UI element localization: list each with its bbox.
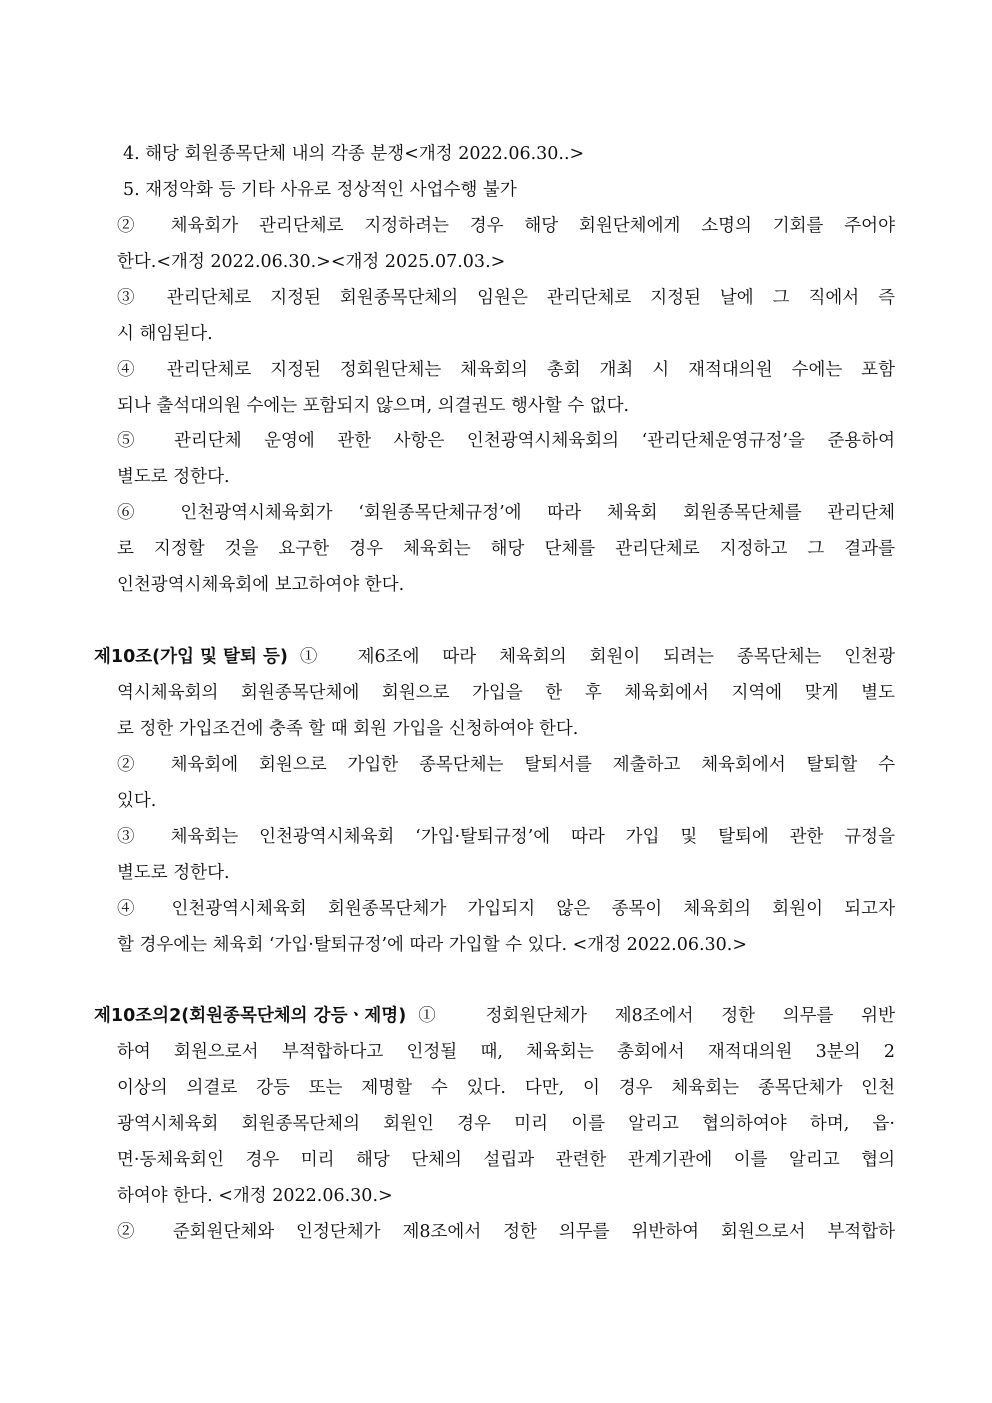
para-6-line-2: 로 지정할 것을 요구한 경우 체육회는 해당 단체를 관리단체로 지정하고 그 결과를	[117, 539, 895, 559]
article-10-first-line	[94, 645, 895, 669]
article-10-2-p2-line-1: ② 준회원단체와 인정단체가 제8조에서 정한 의무를 위반하여 회원으로서 부적합하	[117, 1222, 895, 1242]
para-2-line-1: ② 체육회가 관리단체로 지정하려는 경우 해당 회원단체에게 소명의 기회를 주어야	[117, 216, 895, 236]
para-4-line-2: 되나 출석대의원 수에는 포함되지 않으며, 의결권도 행사할 수 없다.	[117, 396, 630, 416]
article-10-2-p1-line-6: 하여야 한다. <개정 2022.06.30.>	[117, 1186, 393, 1206]
article-10-p4-line-2: 할 경우에는 체육회 ‘가입·탈퇴규정’에 따라 가입할 수 있다. <개정 2022.06.30.>	[117, 935, 748, 955]
article-10-p1-line-1: ① 제6조에 따라 체육회의 회원이 되려는 종목단체는 인천광	[299, 647, 895, 667]
article-10-heading: 제10조(가입 및 탈퇴 등)	[94, 647, 288, 667]
article-10-p1-line-3: 로 정한 가입조건에 충족 할 때 회원 가입을 신청하여야 한다.	[117, 719, 579, 739]
para-3-line-2: 시 해임된다.	[117, 324, 213, 344]
item-4: 4. 해당 회원종목단체 내의 각종 분쟁<개정 2022.06.30..>	[123, 144, 585, 164]
article-10-p2-line-2: 있다.	[117, 791, 157, 811]
para-5-line-1: ⑤ 관리단체 운영에 관한 사항은 인천광역시체육회의 ‘관리단체운영규정’을 준용하여	[117, 431, 895, 451]
article-10-2-p1-line-2: 하여 회원으로서 부적합하다고 인정될 때, 체육회는 총회에서 재적대의원 3분의 2	[117, 1042, 895, 1062]
para-4-line-1: ④ 관리단체로 지정된 정회원단체는 체육회의 총회 개최 시 재적대의원 수에는 포함	[117, 360, 895, 380]
para-3-line-1: ③ 관리단체로 지정된 회원종목단체의 임원은 관리단체로 지정된 날에 그 직에서 즉	[117, 288, 895, 308]
item-5: 5. 재정악화 등 기타 사유로 정상적인 사업수행 불가	[123, 180, 517, 200]
para-5-line-2: 별도로 정한다.	[117, 467, 230, 487]
article-10-p4-line-1: ④ 인천광역시체육회 회원종목단체가 가입되지 않은 종목이 체육회의 회원이 되고자	[117, 899, 895, 919]
article-10-2-p1-line-4: 광역시체육회 회원종목단체의 회원인 경우 미리 이를 알리고 협의하여야 하며, 읍·	[117, 1114, 895, 1134]
para-6-line-1: ⑥ 인천광역시체육회가 ‘회원종목단체규정’에 따라 체육회 회원종목단체를 관리단체	[117, 503, 895, 523]
article-10-p1-line-2: 역시체육회의 회원종목단체에 회원으로 가입을 한 후 체육회에서 지역에 맞게 별도	[117, 683, 895, 703]
para-6-line-3: 인천광역시체육회에 보고하여야 한다.	[117, 575, 405, 595]
article-10-2-p1-line-5: 면·동체육회인 경우 미리 해당 단체의 설립과 관련한 관계기관에 이를 알리고 협의	[117, 1150, 895, 1170]
article-10-p3-line-2: 별도로 정한다.	[117, 863, 230, 883]
article-10-2-p1-line-3: 이상의 의결로 강등 또는 제명할 수 있다. 다만, 이 경우 체육회는 종목단체가 인천	[117, 1078, 895, 1098]
article-10-p2-line-1: ② 체육회에 회원으로 가입한 종목단체는 탈퇴서를 제출하고 체육회에서 탈퇴할 수	[117, 755, 895, 775]
para-2-line-2: 한다.<개정 2022.06.30.><개정 2025.07.03.>	[117, 252, 506, 272]
article-10-2-heading: 제10조의2(회원종목단체의 강등ㆍ제명)	[94, 1006, 407, 1026]
article-10-2-first-line	[94, 1004, 895, 1028]
article-10-2-p1-line-1: ① 정회원단체가 제8조에서 정한 의무를 위반	[418, 1006, 895, 1026]
article-10-p3-line-1: ③ 체육회는 인천광역시체육회 ‘가입·탈퇴규정’에 따라 가입 및 탈퇴에 관한 규정을	[117, 827, 895, 847]
